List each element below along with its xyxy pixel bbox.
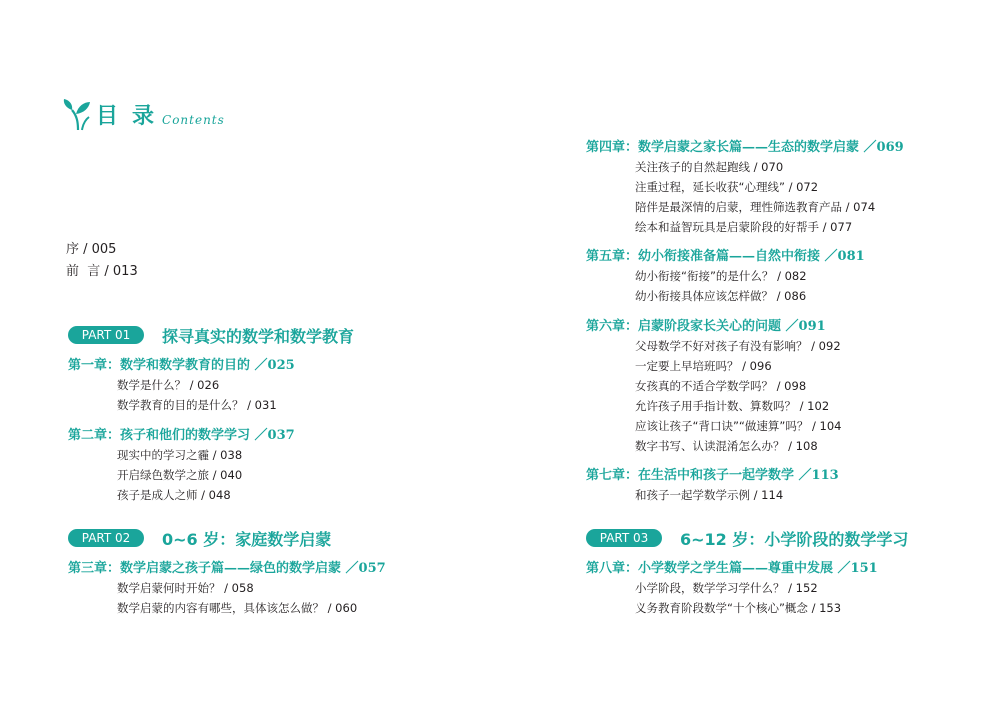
chapter-7-title[interactable]: 第七章：在生活中和孩子一起学数学 ／113: [586, 468, 839, 483]
toc-item[interactable]: 数字书写、认读混淆怎么办？ / 108: [635, 439, 818, 453]
sprout-icon: [60, 96, 98, 132]
chapter-2-title[interactable]: 第二章：孩子和他们的数学学习 ／037: [68, 428, 295, 443]
toc-item[interactable]: 小学阶段，数学学习学什么？ / 152: [635, 581, 818, 595]
part-badge: PART 03: [586, 529, 662, 547]
toc-item[interactable]: 数学是什么？ / 026: [117, 378, 220, 392]
chapter-3-title[interactable]: 第三章：数学启蒙之孩子篇——绿色的数学启蒙 ／057: [68, 561, 386, 576]
chapter-8-title[interactable]: 第八章：小学数学之学生篇——尊重中发展 ／151: [586, 561, 878, 576]
toc-item[interactable]: 应该让孩子“背口诀”“做速算”吗？ / 104: [635, 419, 842, 433]
toc-item[interactable]: 数学启蒙的内容有哪些，具体该怎么做？ / 060: [117, 601, 358, 615]
part-badge: PART 01: [68, 326, 144, 344]
toc-item[interactable]: 女孩真的不适合学数学吗？ / 098: [635, 379, 807, 393]
page-title-en: Contents: [162, 113, 225, 127]
toc-item[interactable]: 数学教育的目的是什么？ / 031: [117, 398, 277, 412]
toc-item[interactable]: 义务教育阶段数学“十个核心”概念 / 153: [635, 601, 842, 615]
toc-item[interactable]: 幼小衔接“衔接”的是什么？ / 082: [635, 269, 807, 283]
part-title: 探寻真实的数学和数学教育: [162, 326, 355, 346]
toc-item[interactable]: 注重过程，延长收获“心理线” / 072: [635, 180, 819, 194]
toc-item[interactable]: 绘本和益智玩具是启蒙阶段的好帮手 / 077: [635, 220, 853, 234]
toc-item[interactable]: 关注孩子的自然起跑线 / 070: [635, 160, 784, 174]
chapter-4-title[interactable]: 第四章：数学启蒙之家长篇——生态的数学启蒙 ／069: [586, 140, 904, 155]
chapter-1-title[interactable]: 第一章：数学和数学教育的目的 ／025: [68, 358, 295, 373]
front-item-foreword[interactable]: 前 言 / 013: [66, 264, 138, 279]
toc-header: [60, 92, 225, 132]
part-title: 0~6 岁：家庭数学启蒙: [162, 529, 332, 549]
toc-item[interactable]: 开启绿色数学之旅 / 040: [117, 468, 243, 482]
toc-item[interactable]: 父母数学不好对孩子有没有影响？ / 092: [635, 339, 841, 353]
page-title: 目录: [96, 104, 169, 129]
toc-item[interactable]: 陪伴是最深情的启蒙，理性筛选教育产品 / 074: [635, 200, 876, 214]
front-item-preface[interactable]: 序 / 005: [66, 242, 117, 257]
toc-item[interactable]: 幼小衔接具体应该怎样做？ / 086: [635, 289, 807, 303]
part-badge: PART 02: [68, 529, 144, 547]
chapter-5-title[interactable]: 第五章：幼小衔接准备篇——自然中衔接 ／081: [586, 249, 865, 264]
toc-item[interactable]: 现实中的学习之霾 / 038: [117, 448, 243, 462]
part-01: [68, 324, 354, 346]
toc-item[interactable]: 孩子是成人之师 / 048: [117, 488, 231, 502]
toc-item[interactable]: 允许孩子用手指计数、算数吗？ / 102: [635, 399, 830, 413]
toc-item[interactable]: 和孩子一起学数学示例 / 114: [635, 488, 784, 502]
part-title: 6~12 岁：小学阶段的数学学习: [680, 529, 909, 549]
toc-item[interactable]: 一定要上早培班吗？ / 096: [635, 359, 772, 373]
part-02: [68, 527, 331, 549]
chapter-6-title[interactable]: 第六章：启蒙阶段家长关心的问题 ／091: [586, 319, 826, 334]
toc-item[interactable]: 数学启蒙何时开始？ / 058: [117, 581, 254, 595]
part-03: [586, 527, 908, 549]
